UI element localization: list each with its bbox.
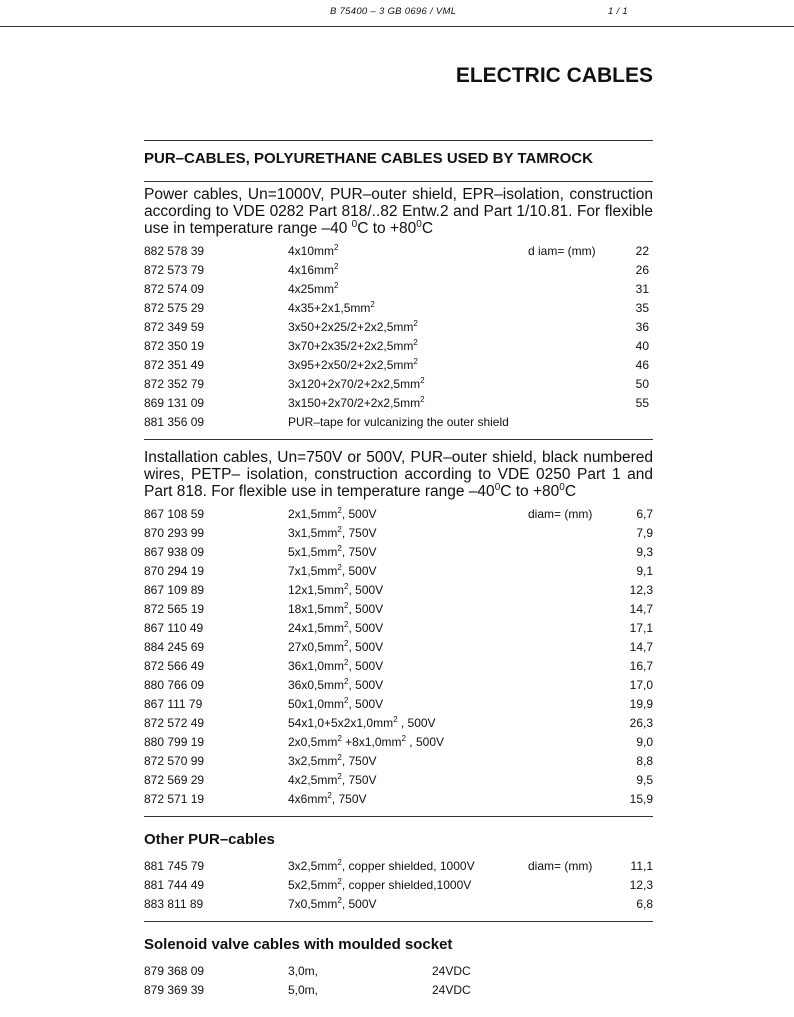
spec-text: 4x10mm — [288, 244, 335, 258]
superscript: 2 — [337, 858, 342, 867]
part-number: 867 110 49 — [144, 621, 204, 635]
spec-text: , 500V — [397, 716, 436, 730]
page-number: 1 / 1 — [608, 6, 628, 17]
spec-text: , 500V — [341, 507, 377, 521]
table-row — [144, 962, 653, 981]
spec-text: 3x2,5mm — [288, 754, 338, 768]
table-row — [144, 771, 653, 790]
spec-text: , 500V — [341, 897, 377, 911]
spec-text: , copper shielded,1000V — [341, 878, 472, 892]
cable-spec — [288, 581, 383, 600]
spec-text: 4x2,5mm — [288, 773, 338, 787]
superscript: 2 — [344, 677, 349, 686]
superscript: 2 — [337, 772, 342, 781]
section-title-other-pur-cables: Other PUR–cables — [144, 831, 275, 848]
part-number: 880 766 09 — [144, 678, 205, 692]
superscript: 2 — [344, 658, 349, 667]
table-row — [144, 790, 653, 809]
part-number: 881 744 49 — [144, 878, 205, 892]
spec-text: , 500V — [348, 697, 384, 711]
cable-spec — [288, 790, 367, 809]
diameter-value: 8,8 — [636, 754, 653, 768]
diameter-label: d iam= (mm) — [528, 244, 596, 258]
diameter-value: 14,7 — [629, 602, 653, 616]
part-number: 872 350 19 — [144, 339, 205, 353]
part-number: 867 108 59 — [144, 507, 205, 521]
cable-spec — [288, 242, 338, 261]
table-row — [144, 638, 653, 657]
power-cables-description: Power cables, Un=1000V, PUR–outer shield, EPR–isolation, construction according to VDE 0282 Part 818/..82 Entw.2 and Part 1/10.81. For flexible use in temperature range –40 $^0$C to $+80^0C$ — [144, 186, 653, 237]
table-row — [144, 857, 653, 876]
section-title-pur-cables: PUR–CABLES, POLYURETHANE CABLES USED BY TAMROCK — [144, 150, 593, 167]
spec-text: , 750V — [331, 792, 367, 806]
superscript: 2 — [420, 376, 425, 385]
spec-text: 12x1,5mm — [288, 583, 345, 597]
page-title: ELECTRIC CABLES — [455, 64, 653, 87]
spec-text: , 750V — [341, 773, 377, 787]
diameter-value: 55 — [635, 396, 649, 410]
cable-spec — [288, 505, 377, 524]
table-row — [144, 714, 653, 733]
spec-text: 54x1,0+5x2x1,0mm — [288, 716, 394, 730]
cable-spec — [288, 714, 436, 733]
superscript: 2 — [413, 357, 418, 366]
power-cables-table — [144, 242, 653, 432]
table-row — [144, 581, 653, 600]
spec-text: , 500V — [348, 602, 384, 616]
part-number: 872 570 99 — [144, 754, 205, 768]
solenoid-valve-cables-table — [144, 962, 653, 1000]
part-number: 872 574 09 — [144, 282, 205, 296]
table-row — [144, 600, 653, 619]
cable-spec — [288, 543, 377, 562]
spec-text: , copper shielded, 1000V — [341, 859, 475, 873]
diameter-value: 50 — [635, 377, 649, 391]
diameter-value: 26,3 — [629, 716, 653, 730]
installation-cables-table — [144, 505, 653, 809]
superscript: 2 — [370, 300, 375, 309]
spec-text: 3x120+2x70/2+2x2,5mm — [288, 377, 421, 391]
superscript: 2 — [344, 639, 349, 648]
superscript: 2 — [337, 563, 342, 572]
superscript: 2 — [393, 715, 398, 724]
spec-text: , 500V — [348, 621, 384, 635]
superscript: 2 — [420, 395, 425, 404]
table-row — [144, 752, 653, 771]
cable-spec — [288, 600, 383, 619]
diameter-value: 36 — [635, 320, 649, 334]
table-row — [144, 299, 653, 318]
cable-spec — [288, 895, 377, 914]
part-number: 872 351 49 — [144, 358, 205, 372]
spec-text: 2x1,5mm — [288, 507, 338, 521]
divider — [144, 439, 653, 440]
spec-text: , 750V — [341, 526, 377, 540]
diameter-value: 17,1 — [629, 621, 653, 635]
table-row — [144, 695, 653, 714]
cable-spec — [288, 318, 418, 337]
diameter-value: 9,0 — [636, 735, 653, 749]
superscript: 2 — [401, 734, 406, 743]
spec-text: , 500V — [348, 678, 384, 692]
part-number: 872 575 29 — [144, 301, 205, 315]
table-row — [144, 524, 653, 543]
diameter-value: 22 — [635, 244, 649, 258]
spec-text: 3x95+2x50/2+2x2,5mm — [288, 358, 414, 372]
diameter-value: 9,5 — [636, 773, 653, 787]
superscript: 2 — [413, 319, 418, 328]
section-title-solenoid-valve-cables: Solenoid valve cables with moulded socket — [144, 936, 453, 953]
cable-spec — [288, 524, 377, 543]
part-number: 872 352 79 — [144, 377, 205, 391]
part-number: 881 356 09 — [144, 415, 205, 429]
superscript: 2 — [337, 896, 342, 905]
superscript: 2 — [337, 753, 342, 762]
diameter-value: 6,7 — [636, 507, 653, 521]
diameter-label: diam= (mm) — [528, 507, 593, 521]
voltage: 24VDC — [432, 964, 471, 978]
spec-text: 4x6mm — [288, 792, 328, 806]
spec-text: 4x16mm — [288, 263, 335, 277]
spec-text: , 500V — [348, 640, 384, 654]
diameter-value: 15,9 — [629, 792, 653, 806]
table-row — [144, 394, 653, 413]
diameter-value: 12,3 — [629, 878, 653, 892]
superscript: 2 — [344, 620, 349, 629]
part-number: 870 293 99 — [144, 526, 205, 540]
document-code: B 75400 – 3 GB 0696 / VML — [330, 6, 457, 17]
superscript: 2 — [344, 696, 349, 705]
superscript: 2 — [334, 262, 339, 271]
cable-spec — [288, 752, 377, 771]
table-row — [144, 242, 653, 261]
diameter-value: 14,7 — [629, 640, 653, 654]
diameter-value: 26 — [635, 263, 649, 277]
superscript: 2 — [413, 338, 418, 347]
diameter-value: 9,3 — [636, 545, 653, 559]
cable-spec — [288, 562, 377, 581]
table-row — [144, 676, 653, 695]
cable-length: 5,0m, — [288, 983, 319, 997]
cable-spec — [288, 394, 425, 413]
cable-spec — [288, 695, 383, 714]
table-row — [144, 619, 653, 638]
cable-spec — [288, 676, 383, 695]
part-number: 872 349 59 — [144, 320, 205, 334]
spec-text: , 750V — [341, 754, 377, 768]
superscript: 2 — [334, 243, 339, 252]
diameter-label: diam= (mm) — [528, 859, 593, 873]
spec-text: , 500V — [348, 583, 384, 597]
spec-text: +8x1,0mm — [341, 735, 402, 749]
divider — [144, 921, 653, 922]
table-row — [144, 261, 653, 280]
diameter-value: 40 — [635, 339, 649, 353]
diameter-value: 11,1 — [630, 859, 653, 873]
superscript: 2 — [327, 791, 332, 800]
superscript: 2 — [334, 281, 339, 290]
spec-text: 3x1,5mm — [288, 526, 338, 540]
part-number: 872 569 29 — [144, 773, 205, 787]
spec-text: 3x2,5mm — [288, 859, 338, 873]
cable-spec — [288, 337, 418, 356]
spec-text: 50x1,0mm — [288, 697, 345, 711]
diameter-value: 12,3 — [629, 583, 653, 597]
diameter-value: 16,7 — [629, 659, 653, 673]
table-row — [144, 657, 653, 676]
part-number: 879 369 39 — [144, 983, 205, 997]
cable-spec — [288, 375, 425, 394]
diameter-value: 17,0 — [629, 678, 653, 692]
cable-spec — [288, 356, 418, 375]
diameter-value: 35 — [635, 301, 649, 315]
part-number: 872 573 79 — [144, 263, 205, 277]
spec-text: 5x2,5mm — [288, 878, 338, 892]
superscript: 2 — [337, 525, 342, 534]
part-number: 882 578 39 — [144, 244, 205, 258]
table-row — [144, 562, 653, 581]
cable-spec — [288, 771, 377, 790]
part-number: 872 572 49 — [144, 716, 205, 730]
cable-length: 3,0m, — [288, 964, 319, 978]
spec-text: , 750V — [341, 545, 377, 559]
superscript: 2 — [337, 734, 342, 743]
table-row — [144, 280, 653, 299]
cable-spec — [288, 413, 509, 432]
spec-text: , 500V — [341, 564, 377, 578]
part-number: 879 368 09 — [144, 964, 205, 978]
diameter-value: 19,9 — [629, 697, 653, 711]
document-body — [144, 140, 653, 1000]
cable-spec — [288, 619, 383, 638]
part-number: 883 811 89 — [144, 897, 204, 911]
table-row — [144, 356, 653, 375]
spec-text: 36x0,5mm — [288, 678, 345, 692]
spec-text: 18x1,5mm — [288, 602, 345, 616]
cable-spec — [288, 280, 338, 299]
part-number: 870 294 19 — [144, 564, 205, 578]
table-row — [144, 981, 653, 1000]
part-number: 872 565 19 — [144, 602, 205, 616]
page-header — [0, 0, 794, 27]
table-row — [144, 895, 653, 914]
part-number: 867 938 09 — [144, 545, 205, 559]
spec-text: 2x0,5mm — [288, 735, 338, 749]
divider — [144, 816, 653, 817]
part-number: 884 245 69 — [144, 640, 205, 654]
part-number: 880 799 19 — [144, 735, 205, 749]
table-row — [144, 413, 653, 432]
spec-text: 3x70+2x35/2+2x2,5mm — [288, 339, 414, 353]
cable-spec — [288, 657, 383, 676]
table-row — [144, 505, 653, 524]
cable-spec — [288, 261, 338, 280]
table-row — [144, 337, 653, 356]
cable-spec — [288, 876, 471, 895]
installation-cables-description: Installation cables, Un=750V or 500V, PUR–outer shield, black numbered wires, PETP– isolation, construction according to VDE 0250 Part 1 and Part 818. For flexible use in temperature range $-40^0C$ to $+80^0C$ — [144, 449, 653, 500]
spec-text: 3x150+2x70/2+2x2,5mm — [288, 396, 421, 410]
spec-text: 4x35+2x1,5mm — [288, 301, 371, 315]
diameter-value: 6,8 — [636, 897, 653, 911]
part-number: 872 571 19 — [144, 792, 205, 806]
part-number: 881 745 79 — [144, 859, 205, 873]
spec-text: 3x50+2x25/2+2x2,5mm — [288, 320, 414, 334]
diameter-value: 7,9 — [636, 526, 653, 540]
spec-text: , 500V — [405, 735, 444, 749]
cable-spec — [288, 733, 444, 752]
part-number: 867 109 89 — [144, 583, 205, 597]
superscript: 2 — [337, 506, 342, 515]
spec-text: 7x0,5mm — [288, 897, 338, 911]
cable-spec — [288, 638, 383, 657]
spec-text: 36x1,0mm — [288, 659, 345, 673]
divider — [144, 140, 653, 141]
cable-spec — [288, 299, 375, 318]
table-row — [144, 543, 653, 562]
voltage: 24VDC — [432, 983, 471, 997]
other-pur-cables-table — [144, 857, 653, 914]
divider — [144, 181, 653, 182]
table-row — [144, 876, 653, 895]
diameter-value: 9,1 — [636, 564, 653, 578]
cable-spec — [288, 857, 475, 876]
spec-text: 5x1,5mm — [288, 545, 338, 559]
spec-text: 24x1,5mm — [288, 621, 345, 635]
spec-text: PUR–tape for vulcanizing the outer shield — [288, 415, 509, 429]
table-row — [144, 318, 653, 337]
part-number: 867 111 79 — [144, 697, 203, 711]
diameter-value: 31 — [635, 282, 649, 296]
superscript: 2 — [337, 877, 342, 886]
superscript: 2 — [344, 582, 349, 591]
spec-text: 4x25mm — [288, 282, 335, 296]
table-row — [144, 733, 653, 752]
spec-text: , 500V — [348, 659, 384, 673]
spec-text: 27x0,5mm — [288, 640, 345, 654]
superscript: 2 — [337, 544, 342, 553]
superscript: 2 — [344, 601, 349, 610]
spec-text: 7x1,5mm — [288, 564, 338, 578]
part-number: 872 566 49 — [144, 659, 205, 673]
table-row — [144, 375, 653, 394]
part-number: 869 131 09 — [144, 396, 205, 410]
diameter-value: 46 — [635, 358, 649, 372]
